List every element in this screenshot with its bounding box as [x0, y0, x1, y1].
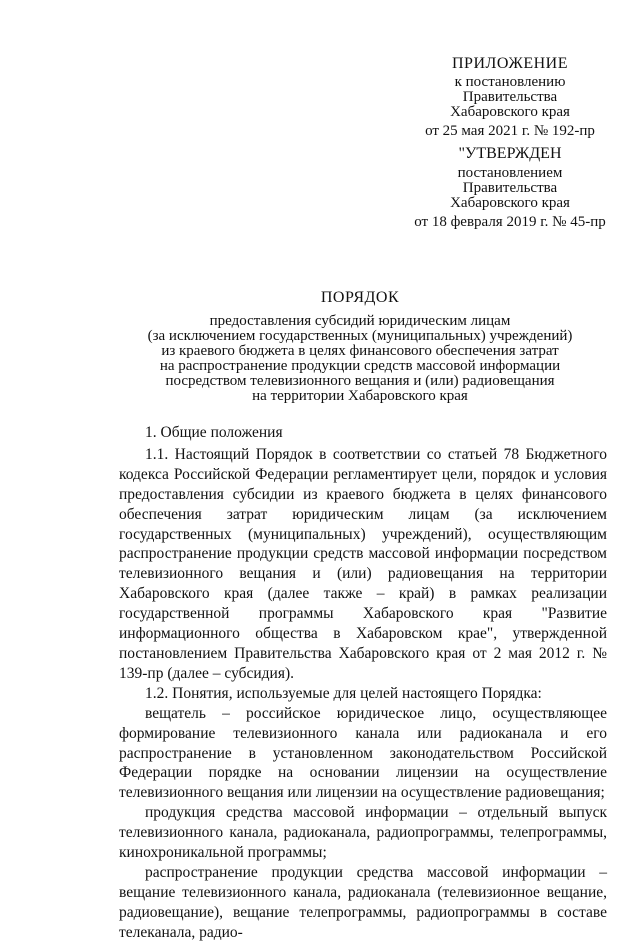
approved-heading: "УТВЕРЖДЕН — [458, 145, 562, 162]
appendix-date: от 25 мая 2021 г. № 192-пр — [425, 123, 595, 139]
title-line: (за исключением государственных (муниципальных) учреждений) — [147, 328, 573, 344]
paragraph: 1.1. Настоящий Порядок в соответствии со статьей 78 Бюджетного кодекса Российской Федерации регламентирует цели, порядок и условия предоставления субсидии из краевого бюджета в целях финансового обеспечения затрат юридическим лицам (за исключением государственных (муниципальных) учреждений), осуществляющим распространение продукции средств массовой информации посредством телевизионного вещания и (или) радиовещания на территории Хабаровского края (далее также – край) в рамках реализации государственной программы Хабаровского края "Развитие информационного общества в Хабаровском крае", утвержденной постановлением Правительства Хабаровского края от 2 мая 2012 г. № 139-пр (далее – субсидия). — [119, 445, 607, 682]
approved-date: от 18 февраля 2019 г. № 45-пр — [414, 214, 606, 230]
title-line: из краевого бюджета в целях финансового обеспечения затрат — [161, 343, 559, 359]
title-line: посредством телевизионного вещания и (или) радиовещания — [165, 373, 555, 389]
appendix-block — [395, 56, 625, 230]
approved-line: постановлением — [457, 165, 563, 181]
appendix-heading: ПРИЛОЖЕНИЕ — [451, 55, 568, 72]
paragraph: продукция средства массовой информации – отдельный выпуск телевизионного канала, радиоканала, радиопрограммы, телепрограммы, кинохроникальной программы; — [119, 804, 607, 862]
appendix-line: Правительства — [462, 89, 558, 105]
section-heading: 1. Общие положения — [145, 424, 283, 441]
document-body — [119, 423, 607, 943]
appendix-line: к постановлению — [454, 74, 566, 90]
title-line: предоставления субсидий юридическим лицам — [209, 313, 511, 329]
document-title-block — [110, 290, 610, 404]
title-line: на территории Хабаровского края — [252, 388, 468, 404]
appendix-line: Хабаровского края — [450, 104, 570, 120]
paragraph: вещатель – российское юридическое лицо, осуществляющее формирование телевизионного канала или радиоканала и его распространение в установленном законодательством Российской Федерации порядке на основании лицензии на осуществление телевизионного вещания или лицензии на осуществление радиовещания; — [119, 704, 607, 802]
paragraph: 1.2. Понятия, используемые для целей настоящего Порядка: — [145, 684, 542, 702]
title-line: на распространение продукции средств массовой информации — [159, 358, 561, 374]
paragraph: распространение продукции средства массовой информации – вещание телевизионного канала, радиоканала (телевизионное вещание, радиовещание), вещание телепрограммы, радиопрограммы в составе телеканала, радио- — [119, 863, 607, 941]
approved-line: Хабаровского края — [450, 195, 570, 211]
document-title: ПОРЯДОК — [320, 289, 400, 306]
approved-line: Правительства — [462, 180, 558, 196]
